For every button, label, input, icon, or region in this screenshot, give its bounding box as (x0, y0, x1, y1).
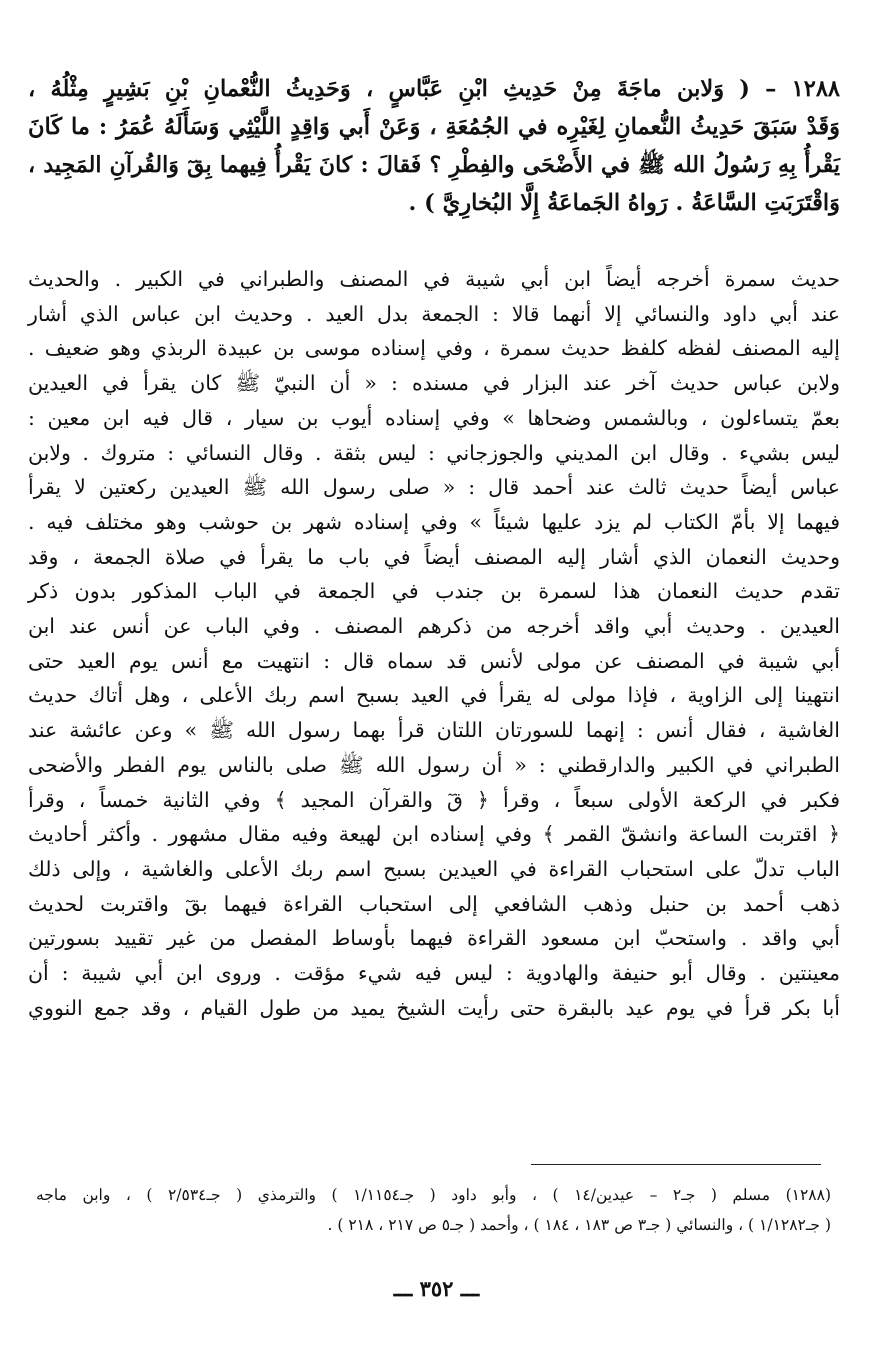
commentary-line: حديث سمرة أخرجه أيضاً ابن أبي شيبة في المصنف والطبراني في الكبير . والحديث (28, 267, 840, 291)
commentary-line: ذهب أحمد بن حنبل وذهب الشافعي إلى استحباب القراءة فيهما بقٓ واقتربت لحديث (28, 891, 840, 916)
commentary-line: انتهينا إلى الزاوية ، فإذا مولى له يقرأ في العيد بسبح اسم ربك الأعلى ، وهل أتاك حديث (28, 683, 840, 708)
commentary-line: معينتين . وقال أبو حنيفة والهادوية : ليس فيه شيء مؤقت . وروى ابن أبي شيبة : أن (28, 961, 840, 986)
commentary-line: أبي شيبة في المصنف عن مولى لأنس قد سماه قال : انتهيت مع أنس يوم العيد حتى (28, 648, 840, 673)
commentary-line: إليه المصنف لفظه كلفظ حديث سمرة ، وفي إسناده موسى بن عبيدة الربذي وهو ضعيف . (28, 336, 840, 361)
footnote-line: (١٢٨٨) مسلم ( جـ٢ – عيدين/١٤ ) ، وأبو داود ( جـ١/١١٥٤ ) والترمذي ( جـ٢/٥٣٤ ) ، وابن ماجه (36, 1186, 831, 1204)
commentary-line: أبا بكر قرأ في يوم عيد بالبقرة حتى رأيت الشيخ يميد من طول القيام ، وقد جمع النووي (28, 995, 840, 1020)
hadith-line: وَاقْتَرَبَتِ السَّاعَةُ . رَواهُ الجَماعَةُ إِلَّا البُخارِيَّ ) . (408, 190, 840, 216)
footnote-line: ( جـ١/١٢٨٢ ) ، والنسائي ( جـ٣ ص ١٨٣ ، ١٨٤ ) ، وأحمد ( جـ٥ ص ٢١٧ ، ٢١٨ ) . (327, 1216, 831, 1234)
commentary-line: ولابن عباس حديث آخر عند البزار في مسنده : « أن النبيّ ﷺ كان يقرأ في العيدين (28, 371, 840, 396)
commentary-text (28, 262, 840, 1025)
page-number: ـــ ٣٥٢ ـــ (393, 1276, 480, 1301)
hadith-line: ١٢٨٨ – ( وَلابن ماجَةَ مِنْ حَدِيثِ ابْنِ عَبَّاسٍ ، وَحَدِيثُ النُّعْمانِ بْنِ بَشِيرٍ مِثْلُهُ ، (28, 76, 840, 102)
commentary-line: ليس بشيء . وقال ابن المديني والجوزجاني : ليس بثقة . وقال النسائي : متروك . ولابن (28, 440, 840, 465)
footnote-divider (531, 1164, 821, 1165)
commentary-line: الطبراني في الكبير والدارقطني : « أن رسول الله ﷺ صلى بالناس يوم الفطر والأضحى (28, 752, 840, 777)
commentary-line: بعمّ يتساءلون ، وبالشمس وضحاها » وفي إسناده أيوب بن سيار ، قال فيه ابن معين : (28, 405, 840, 430)
commentary-line: ﴿ اقتربت الساعة وانشقّ القمر ﴾ وفي إسناده ابن لهيعة وفيه مقال مشهور . وأكثر أحاديث (28, 822, 840, 847)
commentary-line: الباب تدلّ على استحباب القراءة في العيدين بسبح اسم ربك الأعلى والغاشية ، وإلى ذلك (28, 856, 840, 881)
commentary-line: العيدين . وحديث أبي واقد أخرجه من ذكرهم المصنف . وفي الباب عن أنس عند ابن (28, 614, 840, 639)
commentary-line: فيهما إلا بأمّ الكتاب لم يزد عليها شيئاً » وفي إسناده شهر بن حوشب وهو مختلف فيه . (28, 509, 840, 534)
commentary-line: عند أبي داود والنسائي إلا أنهما قالا : الجمعة بدل العيد . وحديث ابن عباس الذي أشار (28, 301, 840, 326)
commentary-line: الغاشية ، فقال أنس : إنهما للسورتان اللتان قرأ بهما رسول الله ﷺ » وعن عائشة عند (28, 718, 840, 743)
hadith-line: يَقْرأُ بِهِ رَسُولُ الله ﷺ في الأَضْحَى والفِطْرِ ؟ فَقالَ : كانَ يَقْرأُ فِيهما بِقٓ وَالقُرآنِ المَجِيد ، (28, 152, 840, 178)
footnote (36, 1180, 831, 1240)
commentary-line: فكبر في الركعة الأولى سبعاً ، وقرأ ﴿ قٓ والقرآن المجيد ﴾ وفي الثانية خمساً ، وقرأ (28, 787, 840, 812)
hadith-text (28, 70, 840, 222)
hadith-line: وَقَدْ سَبَقَ حَدِيثُ النُّعمانِ لِغَيْرِه في الجُمُعَةِ ، وَعَنْ أَبي وَاقِدٍ اللَّيْثِي وَسَأَلَهُ عُمَرُ : ما كَانَ (28, 114, 840, 140)
commentary-line: أبي واقد . واستحبّ ابن مسعود القراءة فيهما بأوساط المفصل من غير تقييد بسورتين (28, 926, 840, 951)
commentary-line: تقدم حديث النعمان هذا لسمرة بن جندب في الجمعة في الباب المذكور بدون ذكر (28, 579, 840, 604)
commentary-line: وحديث النعمان الذي أشار إليه المصنف أيضاً في باب ما يقرأ في صلاة الجمعة ، وقد (28, 544, 840, 569)
commentary-line: عباس أيضاً حديث ثالث عند أحمد قال : « صلى رسول الله ﷺ العيدين ركعتين لا يقرأ (28, 475, 840, 500)
